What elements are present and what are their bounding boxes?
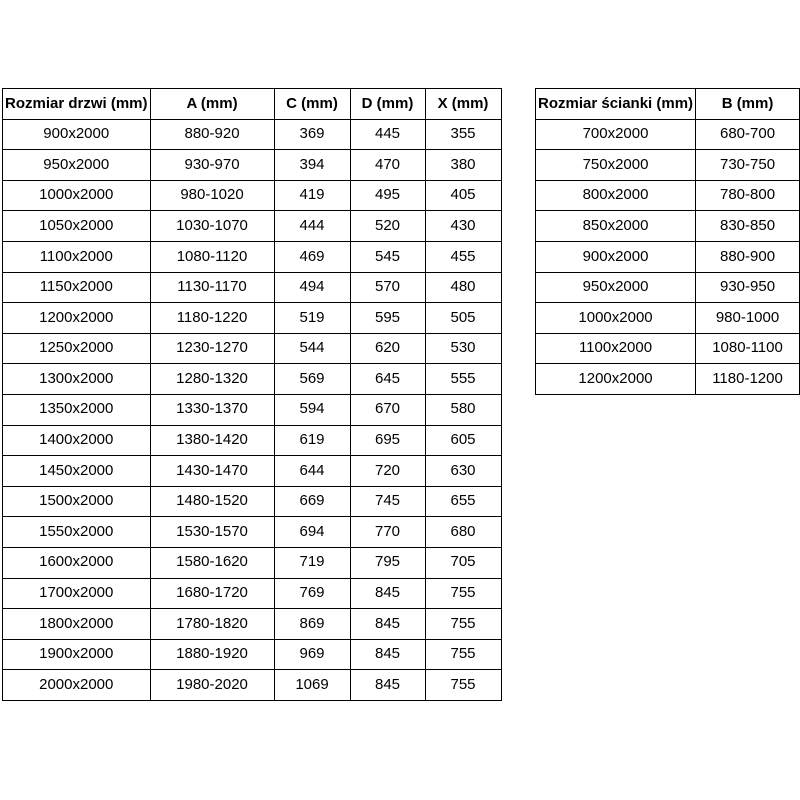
table-row [3,364,502,395]
column-header: A (mm) [150,89,274,120]
table-cell: 520 [350,211,425,242]
table-cell: 505 [425,303,501,334]
table-cell: 869 [274,609,350,640]
table-cell: 980-1020 [150,180,274,211]
table-cell: 1550x2000 [3,517,151,548]
table-row [3,119,502,150]
table-cell: 705 [425,547,501,578]
table-cell: 900x2000 [3,119,151,150]
column-header: D (mm) [350,89,425,120]
table-cell: 444 [274,211,350,242]
table-cell: 845 [350,578,425,609]
table-cell: 730-750 [696,150,800,181]
table-row [3,639,502,670]
table-cell: 619 [274,425,350,456]
table-cell: 950x2000 [3,150,151,181]
door-size-table [2,88,502,701]
table-cell: 719 [274,547,350,578]
column-header: Rozmiar drzwi (mm) [3,89,151,120]
table-row [536,241,800,272]
table-cell: 1450x2000 [3,456,151,487]
table-cell: 655 [425,486,501,517]
table-cell: 519 [274,303,350,334]
table-cell: 1100x2000 [3,241,151,272]
table-cell: 480 [425,272,501,303]
table-cell: 1180-1220 [150,303,274,334]
table-cell: 380 [425,150,501,181]
table-cell: 1800x2000 [3,609,151,640]
table-cell: 845 [350,609,425,640]
table-cell: 1430-1470 [150,456,274,487]
table-cell: 419 [274,180,350,211]
table-cell: 930-970 [150,150,274,181]
table-row [3,333,502,364]
table-cell: 1600x2000 [3,547,151,578]
table-cell: 1680-1720 [150,578,274,609]
table-cell: 1880-1920 [150,639,274,670]
table-cell: 394 [274,150,350,181]
wall-table-body [536,119,800,394]
table-cell: 750x2000 [536,150,696,181]
table-cell: 1030-1070 [150,211,274,242]
table-cell: 1980-2020 [150,670,274,701]
table-cell: 1000x2000 [536,303,696,334]
table-cell: 2000x2000 [3,670,151,701]
table-cell: 455 [425,241,501,272]
table-cell: 845 [350,670,425,701]
table-cell: 1380-1420 [150,425,274,456]
table-row [3,211,502,242]
table-cell: 1480-1520 [150,486,274,517]
table-cell: 880-900 [696,241,800,272]
table-cell: 695 [350,425,425,456]
table-cell: 1300x2000 [3,364,151,395]
table-cell: 1900x2000 [3,639,151,670]
table-cell: 845 [350,639,425,670]
table-row [3,303,502,334]
table-cell: 1100x2000 [536,333,696,364]
column-header: Rozmiar ścianki (mm) [536,89,696,120]
table-cell: 1280-1320 [150,364,274,395]
table-row [3,486,502,517]
table-row [536,211,800,242]
table-row [536,180,800,211]
table-row [536,150,800,181]
table-cell: 1080-1100 [696,333,800,364]
table-cell: 745 [350,486,425,517]
table-cell: 950x2000 [536,272,696,303]
table-row [3,670,502,701]
table-cell: 1400x2000 [3,425,151,456]
table-cell: 1250x2000 [3,333,151,364]
table-row [536,272,800,303]
table-cell: 670 [350,394,425,425]
table-row [536,364,800,395]
column-header: C (mm) [274,89,350,120]
door-table-body [3,119,502,700]
table-cell: 1130-1170 [150,272,274,303]
table-cell: 1150x2000 [3,272,151,303]
table-cell: 930-950 [696,272,800,303]
table-cell: 830-850 [696,211,800,242]
table-cell: 795 [350,547,425,578]
table-cell: 530 [425,333,501,364]
table-row [3,394,502,425]
table-cell: 620 [350,333,425,364]
table-cell: 605 [425,425,501,456]
table-row [3,578,502,609]
table-cell: 1230-1270 [150,333,274,364]
table-cell: 800x2000 [536,180,696,211]
table-cell: 1180-1200 [696,364,800,395]
table-cell: 900x2000 [536,241,696,272]
table-cell: 755 [425,578,501,609]
table-cell: 595 [350,303,425,334]
column-header: X (mm) [425,89,501,120]
table-cell: 355 [425,119,501,150]
table-cell: 645 [350,364,425,395]
table-cell: 720 [350,456,425,487]
table-cell: 569 [274,364,350,395]
table-cell: 1069 [274,670,350,701]
wall-size-table [535,88,800,395]
table-row [3,241,502,272]
table-cell: 1700x2000 [3,578,151,609]
table-cell: 1050x2000 [3,211,151,242]
table-row [536,119,800,150]
table-cell: 1350x2000 [3,394,151,425]
table-cell: 594 [274,394,350,425]
table-cell: 1200x2000 [3,303,151,334]
table-row [536,303,800,334]
table-cell: 445 [350,119,425,150]
table-row [3,150,502,181]
table-cell: 755 [425,609,501,640]
table-cell: 430 [425,211,501,242]
table-row [3,425,502,456]
table-cell: 755 [425,670,501,701]
table-cell: 770 [350,517,425,548]
table-cell: 694 [274,517,350,548]
table-cell: 880-920 [150,119,274,150]
table-cell: 1780-1820 [150,609,274,640]
table-cell: 700x2000 [536,119,696,150]
table-cell: 1080-1120 [150,241,274,272]
column-header: B (mm) [696,89,800,120]
door-table-header-row [3,89,502,120]
table-cell: 470 [350,150,425,181]
table-cell: 1500x2000 [3,486,151,517]
table-row [536,333,800,364]
table-cell: 969 [274,639,350,670]
table-row [3,456,502,487]
table-cell: 1330-1370 [150,394,274,425]
table-cell: 570 [350,272,425,303]
table-cell: 644 [274,456,350,487]
table-cell: 680 [425,517,501,548]
table-cell: 1530-1570 [150,517,274,548]
table-cell: 850x2000 [536,211,696,242]
table-row [3,609,502,640]
table-row [3,180,502,211]
table-cell: 405 [425,180,501,211]
table-cell: 780-800 [696,180,800,211]
table-row [3,517,502,548]
table-cell: 545 [350,241,425,272]
table-row [3,547,502,578]
table-cell: 680-700 [696,119,800,150]
table-row [3,272,502,303]
wall-table-header-row [536,89,800,120]
table-cell: 1000x2000 [3,180,151,211]
table-cell: 494 [274,272,350,303]
table-cell: 630 [425,456,501,487]
table-cell: 669 [274,486,350,517]
table-cell: 555 [425,364,501,395]
table-cell: 469 [274,241,350,272]
table-cell: 580 [425,394,501,425]
table-cell: 1200x2000 [536,364,696,395]
table-cell: 544 [274,333,350,364]
table-cell: 495 [350,180,425,211]
table-cell: 755 [425,639,501,670]
table-cell: 769 [274,578,350,609]
table-cell: 369 [274,119,350,150]
table-cell: 980-1000 [696,303,800,334]
table-cell: 1580-1620 [150,547,274,578]
